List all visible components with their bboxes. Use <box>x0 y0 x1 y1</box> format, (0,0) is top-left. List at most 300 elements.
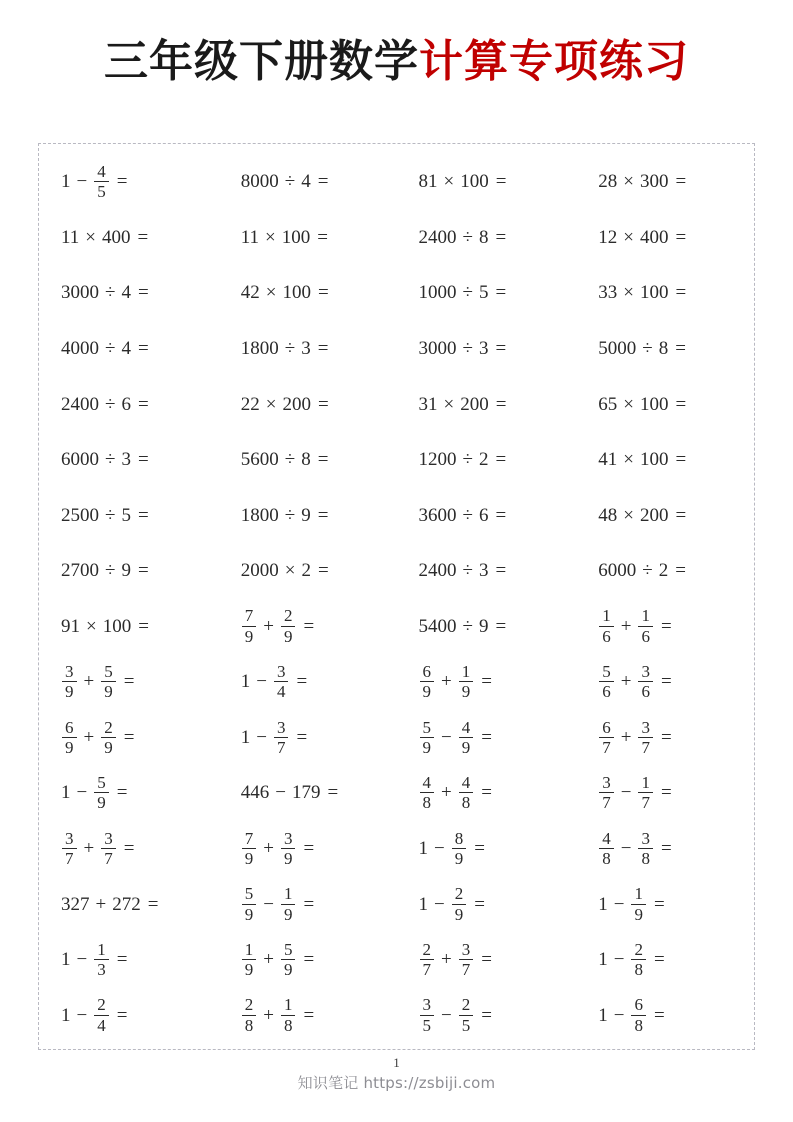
problem-cell[interactable] <box>217 830 397 868</box>
math-expression <box>598 774 671 812</box>
math-number: 31 <box>418 393 438 415</box>
math-operator: − <box>441 726 452 748</box>
math-expression <box>419 339 507 358</box>
problem-row <box>39 321 754 377</box>
problem-cell[interactable] <box>39 941 217 979</box>
problem-cell[interactable] <box>39 283 217 302</box>
watermark-text: 知识笔记 https://zsbiji.com <box>297 1074 496 1092</box>
problem-cell[interactable] <box>574 228 754 247</box>
problem-cell[interactable] <box>39 774 217 812</box>
math-number: 1 <box>61 1004 71 1026</box>
math-operator: + <box>620 671 632 693</box>
math-number: 2400 <box>418 226 457 248</box>
math-operator: ÷ <box>284 449 296 471</box>
problem-cell[interactable] <box>574 172 754 191</box>
math-number: 4 <box>121 282 131 304</box>
equals-sign: = <box>675 337 686 359</box>
math-expression <box>241 395 329 414</box>
equals-sign: = <box>660 838 672 860</box>
fraction <box>62 830 77 868</box>
fraction <box>638 663 653 701</box>
math-operator: − <box>256 726 267 748</box>
fraction-denominator: 6 <box>602 682 611 702</box>
fraction-numerator: 5 <box>244 884 254 904</box>
math-expression <box>419 395 507 414</box>
fraction-numerator: 3 <box>65 828 74 848</box>
problem-cell[interactable] <box>39 895 217 914</box>
problem-cell[interactable] <box>397 395 575 414</box>
fraction-numerator: 1 <box>634 884 643 904</box>
math-operator: × <box>623 504 634 526</box>
math-operator: − <box>441 1004 452 1026</box>
math-number: 1 <box>598 1004 608 1026</box>
fraction-denominator: 9 <box>244 960 254 980</box>
problem-cell[interactable] <box>574 941 754 979</box>
problem-row <box>39 432 754 488</box>
math-number: 2 <box>301 560 311 582</box>
problem-cell[interactable] <box>397 172 575 191</box>
equals-sign: = <box>474 893 485 915</box>
problem-cell[interactable] <box>217 450 397 469</box>
problem-cell[interactable] <box>574 283 754 302</box>
fraction-denominator: 7 <box>602 793 611 813</box>
problem-cell[interactable] <box>397 450 575 469</box>
math-number: 5 <box>121 504 131 526</box>
fraction <box>599 719 614 757</box>
math-operator: ÷ <box>462 504 473 526</box>
equals-sign: = <box>303 1004 315 1026</box>
problem-row <box>39 821 754 877</box>
fraction-numerator: 1 <box>641 606 650 626</box>
math-expression <box>61 561 149 580</box>
fraction-denominator: 9 <box>244 626 254 646</box>
fraction <box>274 663 289 701</box>
fraction <box>459 774 474 812</box>
problem-cell[interactable] <box>217 395 397 414</box>
problem-cell[interactable] <box>217 663 397 701</box>
math-expression <box>241 719 307 757</box>
equals-sign: = <box>495 337 507 359</box>
equals-sign: = <box>660 615 672 637</box>
problem-cell[interactable] <box>39 339 217 358</box>
math-operator: × <box>265 282 277 304</box>
math-operator: ÷ <box>105 504 116 526</box>
math-operator: − <box>76 1004 88 1026</box>
math-number: 8 <box>658 337 669 359</box>
equals-sign: = <box>137 337 149 359</box>
problem-row <box>39 376 754 432</box>
math-number: 11 <box>240 226 260 248</box>
problem-cell[interactable] <box>39 450 217 469</box>
math-operator: + <box>83 671 95 693</box>
math-number: 1200 <box>418 449 457 471</box>
fraction-numerator: 4 <box>97 161 106 181</box>
math-expression <box>598 719 671 757</box>
problem-cell[interactable] <box>574 830 754 868</box>
math-number: 3600 <box>418 504 457 526</box>
fraction-numerator: 2 <box>244 995 254 1015</box>
fraction-numerator: 1 <box>283 995 293 1015</box>
fraction <box>281 885 296 923</box>
math-expression <box>61 163 127 201</box>
problem-cell[interactable] <box>217 339 397 358</box>
fraction <box>599 774 614 812</box>
equals-sign: = <box>327 782 339 804</box>
equals-sign: = <box>495 282 507 304</box>
fraction-denominator: 8 <box>634 1015 643 1035</box>
problem-cell[interactable] <box>574 450 754 469</box>
problem-cell[interactable] <box>39 617 217 636</box>
math-operator: × <box>85 226 97 248</box>
equals-sign: = <box>675 504 687 526</box>
title-black-segment: 三年级下册数学 <box>104 36 419 87</box>
math-number: 22 <box>240 393 260 415</box>
math-expression <box>241 283 329 302</box>
equals-sign: = <box>660 782 672 804</box>
problem-cell[interactable] <box>574 663 754 701</box>
math-expression <box>598 830 671 868</box>
problem-cell[interactable] <box>39 163 217 201</box>
problem-cell[interactable] <box>397 885 575 923</box>
fraction-numerator: 5 <box>283 939 293 959</box>
fraction <box>94 163 109 201</box>
math-number: 200 <box>639 504 669 526</box>
problem-cell[interactable] <box>574 607 754 645</box>
problem-cell[interactable] <box>574 996 754 1034</box>
equals-sign: = <box>675 449 687 471</box>
math-operator: + <box>95 893 107 915</box>
equals-sign: = <box>317 171 329 193</box>
math-number: 100 <box>460 171 489 193</box>
problem-cell[interactable] <box>397 663 575 701</box>
problem-cell[interactable] <box>39 561 217 580</box>
equals-sign: = <box>317 449 329 471</box>
math-operator: + <box>441 949 452 971</box>
math-number: 5000 <box>598 337 637 359</box>
math-expression <box>419 283 507 302</box>
math-expression <box>61 719 134 757</box>
math-number: 65 <box>598 393 618 415</box>
fraction-denominator: 6 <box>641 682 650 702</box>
math-operator: ÷ <box>462 560 473 582</box>
equals-sign: = <box>296 671 308 693</box>
math-expression <box>241 561 329 580</box>
equals-sign: = <box>481 782 492 804</box>
problem-cell[interactable] <box>39 228 217 247</box>
math-expression <box>241 450 329 469</box>
problem-cell[interactable] <box>397 774 575 812</box>
fraction-numerator: 2 <box>422 939 431 959</box>
problem-cell[interactable] <box>397 719 575 757</box>
math-number: 1800 <box>240 504 279 526</box>
math-expression <box>598 228 686 247</box>
fraction <box>459 996 474 1034</box>
problem-cell[interactable] <box>397 941 575 979</box>
problem-cell[interactable] <box>39 830 217 868</box>
math-operator: × <box>443 171 455 193</box>
problem-cell[interactable] <box>397 561 575 580</box>
math-number: 100 <box>282 282 311 304</box>
math-number: 6 <box>121 393 131 415</box>
math-expression <box>419 228 507 247</box>
math-operator: + <box>620 615 632 637</box>
math-expression <box>419 774 492 812</box>
problem-cell[interactable] <box>39 506 217 525</box>
math-operator: × <box>86 615 97 637</box>
fraction <box>631 885 646 923</box>
problem-cell[interactable] <box>217 283 397 302</box>
fraction-denominator: 9 <box>104 682 113 702</box>
fraction-denominator: 7 <box>104 849 113 869</box>
fraction-denominator: 9 <box>244 904 254 924</box>
fraction-numerator: 4 <box>422 773 431 793</box>
math-operator: × <box>265 393 277 415</box>
equals-sign: = <box>660 726 672 748</box>
problem-cell[interactable] <box>574 719 754 757</box>
fraction-denominator: 3 <box>97 960 106 980</box>
fraction-numerator: 3 <box>276 662 286 682</box>
problem-cell[interactable] <box>574 561 754 580</box>
fraction <box>452 885 467 923</box>
fraction <box>420 774 435 812</box>
math-operator: ÷ <box>462 449 473 471</box>
fraction-denominator: 7 <box>276 737 286 757</box>
math-number: 3000 <box>61 282 99 304</box>
math-expression <box>598 607 671 645</box>
problem-cell[interactable] <box>217 607 397 645</box>
problem-cell[interactable] <box>39 395 217 414</box>
math-number: 200 <box>282 393 311 415</box>
math-expression <box>61 895 158 914</box>
math-operator: − <box>256 671 267 693</box>
math-expression <box>598 450 686 469</box>
equals-sign: = <box>495 226 507 248</box>
fraction-denominator: 9 <box>422 737 431 757</box>
math-operator: × <box>443 393 455 415</box>
math-number: 100 <box>639 449 669 471</box>
problem-cell[interactable] <box>39 996 217 1034</box>
math-expression <box>419 663 492 701</box>
fraction-denominator: 9 <box>104 737 113 757</box>
fraction-numerator: 3 <box>283 828 293 848</box>
fraction-denominator: 8 <box>634 960 643 980</box>
equals-sign: = <box>317 504 329 526</box>
math-expression <box>61 339 149 358</box>
fraction <box>420 719 435 757</box>
math-number: 446 <box>240 782 270 804</box>
page-number: 1 <box>393 1055 400 1070</box>
problem-cell[interactable] <box>574 774 754 812</box>
fraction-denominator: 8 <box>422 793 431 813</box>
math-number: 91 <box>61 615 80 637</box>
fraction-denominator: 9 <box>65 682 74 702</box>
math-expression <box>61 830 134 868</box>
fraction-denominator: 9 <box>634 904 643 924</box>
fraction <box>638 774 653 812</box>
problem-cell[interactable] <box>397 830 575 868</box>
problem-cell[interactable] <box>397 228 575 247</box>
fraction-numerator: 4 <box>461 773 471 793</box>
problem-cell[interactable] <box>217 996 397 1034</box>
math-operator: − <box>76 171 88 193</box>
problem-cell[interactable] <box>574 395 754 414</box>
math-expression <box>241 996 314 1034</box>
math-expression <box>598 663 671 701</box>
equals-sign: = <box>660 671 672 693</box>
fraction-numerator: 3 <box>65 662 74 682</box>
math-number: 12 <box>598 226 618 248</box>
math-number: 4000 <box>61 337 99 359</box>
problem-cell[interactable] <box>397 283 575 302</box>
fraction-numerator: 1 <box>641 773 650 793</box>
problem-sheet-frame <box>38 143 755 1050</box>
problem-cell[interactable] <box>217 561 397 580</box>
math-number: 3 <box>121 449 131 471</box>
problem-cell[interactable] <box>574 885 754 923</box>
fraction <box>101 663 116 701</box>
fraction-denominator: 9 <box>454 904 464 924</box>
fraction-numerator: 3 <box>641 828 650 848</box>
math-operator: + <box>263 1004 274 1026</box>
problem-cell[interactable] <box>217 506 397 525</box>
math-number: 3000 <box>418 337 457 359</box>
math-operator: ÷ <box>462 226 473 248</box>
math-number: 9 <box>121 560 131 582</box>
math-number: 5600 <box>240 449 279 471</box>
math-expression <box>241 783 338 802</box>
fraction-denominator: 9 <box>283 904 293 924</box>
math-number: 400 <box>639 226 669 248</box>
math-expression <box>61 506 149 525</box>
math-number: 100 <box>639 393 669 415</box>
fraction-numerator: 5 <box>97 773 106 793</box>
math-expression <box>241 506 329 525</box>
problem-cell[interactable] <box>217 885 397 923</box>
title-red-segment: 计算专项练习 <box>419 36 689 87</box>
problem-cell[interactable] <box>574 339 754 358</box>
problem-cell[interactable] <box>397 996 575 1034</box>
math-number: 200 <box>460 393 489 415</box>
math-operator: ÷ <box>462 615 473 637</box>
equals-sign: = <box>137 449 149 471</box>
fraction <box>94 774 109 812</box>
fraction-numerator: 8 <box>454 828 464 848</box>
equals-sign: = <box>653 893 665 915</box>
equals-sign: = <box>317 282 329 304</box>
problem-cell[interactable] <box>217 719 397 757</box>
fraction-numerator: 2 <box>461 995 471 1015</box>
equals-sign: = <box>495 393 507 415</box>
problem-row <box>39 154 754 210</box>
math-operator: ÷ <box>284 171 296 193</box>
math-number: 100 <box>281 226 311 248</box>
math-number: 2400 <box>418 560 457 582</box>
math-number: 9 <box>301 504 311 526</box>
math-number: 1 <box>418 893 428 915</box>
problem-cell[interactable] <box>217 783 397 802</box>
fraction-numerator: 3 <box>104 828 113 848</box>
math-number: 1 <box>598 949 608 971</box>
equals-sign: = <box>137 393 149 415</box>
problem-cell[interactable] <box>397 506 575 525</box>
equals-sign: = <box>495 560 507 582</box>
math-number: 1 <box>61 171 71 193</box>
page-title <box>0 34 793 90</box>
fraction <box>420 941 435 979</box>
problem-cell[interactable] <box>574 506 754 525</box>
problem-cell[interactable] <box>397 617 575 636</box>
math-operator: ÷ <box>105 560 116 582</box>
fraction-numerator: 3 <box>461 939 471 959</box>
math-number: 1 <box>418 838 428 860</box>
equals-sign: = <box>147 893 159 915</box>
equals-sign: = <box>481 949 492 971</box>
math-operator: ÷ <box>105 449 116 471</box>
math-operator: ÷ <box>284 504 296 526</box>
math-number: 327 <box>61 893 90 915</box>
fraction-numerator: 7 <box>244 606 254 626</box>
equals-sign: = <box>303 893 315 915</box>
math-operator: + <box>263 615 274 637</box>
equals-sign: = <box>303 615 315 637</box>
fraction <box>242 885 257 923</box>
fraction-denominator: 6 <box>641 626 650 646</box>
equals-sign: = <box>317 393 329 415</box>
fraction <box>459 719 474 757</box>
math-number: 2000 <box>240 560 279 582</box>
equals-sign: = <box>474 838 485 860</box>
problem-cell[interactable] <box>217 228 397 247</box>
math-number: 42 <box>240 282 260 304</box>
math-expression <box>419 561 507 580</box>
problem-row <box>39 987 754 1043</box>
problem-cell[interactable] <box>217 941 397 979</box>
equals-sign: = <box>116 949 128 971</box>
problem-cell[interactable] <box>39 663 217 701</box>
fraction-numerator: 5 <box>602 662 611 682</box>
math-operator: − <box>76 949 88 971</box>
math-number: 1 <box>598 893 608 915</box>
math-operator: ÷ <box>105 282 116 304</box>
problem-cell[interactable] <box>397 339 575 358</box>
math-number: 11 <box>61 226 80 248</box>
problem-cell[interactable] <box>217 172 397 191</box>
fraction-denominator: 9 <box>461 682 471 702</box>
math-expression <box>241 663 307 701</box>
math-operator: + <box>83 726 95 748</box>
fraction-numerator: 3 <box>422 995 431 1015</box>
math-operator: + <box>620 726 632 748</box>
equals-sign: = <box>116 171 128 193</box>
math-number: 6000 <box>61 449 99 471</box>
math-number: 3 <box>301 337 311 359</box>
math-number: 1000 <box>418 282 457 304</box>
math-number: 3 <box>478 560 489 582</box>
fraction-numerator: 4 <box>461 717 471 737</box>
problem-cell[interactable] <box>39 719 217 757</box>
math-expression <box>598 941 664 979</box>
math-number: 2700 <box>61 560 99 582</box>
fraction-numerator: 5 <box>422 717 431 737</box>
equals-sign: = <box>317 226 328 248</box>
math-operator: × <box>284 560 296 582</box>
math-operator: + <box>263 949 274 971</box>
fraction <box>281 996 296 1034</box>
math-expression <box>598 283 686 302</box>
fraction-numerator: 4 <box>602 828 611 848</box>
equals-sign: = <box>137 504 149 526</box>
equals-sign: = <box>123 838 135 860</box>
